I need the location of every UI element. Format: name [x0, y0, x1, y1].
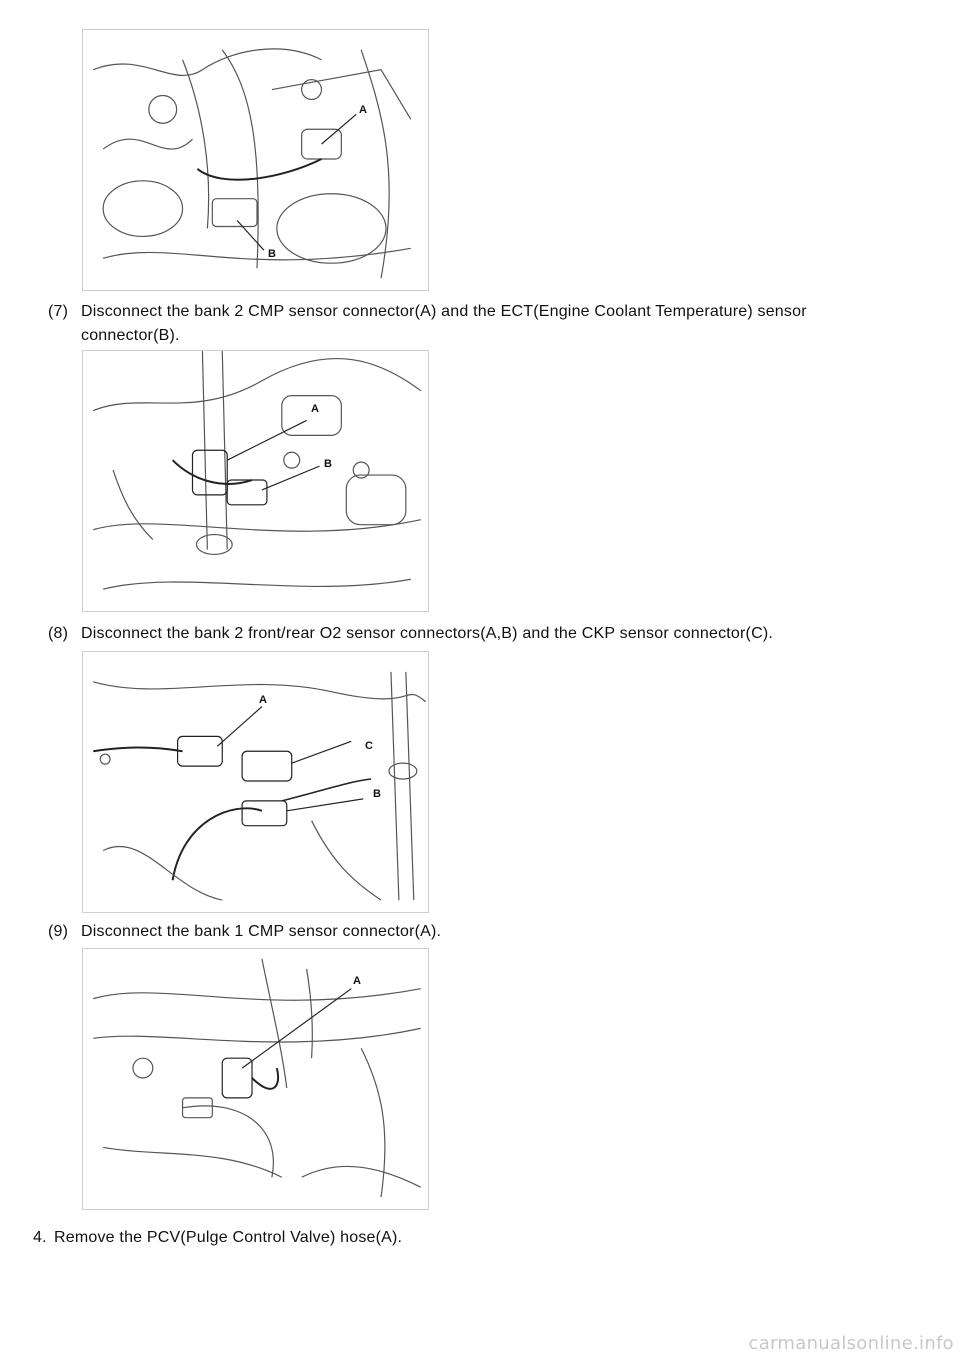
- figure-2-engine-illustration: [82, 350, 429, 612]
- figure-label-a: A: [359, 104, 367, 116]
- step-number: 4.: [33, 1229, 47, 1246]
- step-4: [33, 1226, 853, 1250]
- figure-label-b: B: [373, 788, 381, 800]
- step-7: [48, 300, 868, 348]
- step-text: Disconnect the bank 2 CMP sensor connector(A) and the ECT(Engine Coolant Temperature) sensor connector(B).: [81, 303, 807, 344]
- step-text: Disconnect the bank 1 CMP sensor connector(A).: [81, 923, 442, 940]
- figure-label-c: C: [365, 740, 373, 752]
- step-number: (8): [48, 625, 69, 642]
- step-text: Remove the PCV(Pulge Control Valve) hose(A).: [54, 1229, 403, 1246]
- step-number: (7): [48, 303, 69, 320]
- figure-3-engine-illustration: [82, 651, 429, 913]
- figure-4-engine-illustration: [82, 948, 429, 1210]
- figure-label-a: A: [311, 403, 319, 415]
- step-text: Disconnect the bank 2 front/rear O2 sensor connectors(A,B) and the CKP sensor connector(C).: [81, 625, 774, 642]
- step-9: [48, 920, 868, 944]
- watermark-text: carmanualsonline.info: [748, 1333, 954, 1354]
- step-number: (9): [48, 923, 69, 940]
- figure-1-engine-illustration: [82, 29, 429, 291]
- figure-label-b: B: [268, 248, 276, 260]
- figure-label-a: A: [259, 694, 267, 706]
- step-8: [48, 622, 868, 646]
- figure-label-b: B: [324, 458, 332, 470]
- figure-label-a: A: [353, 975, 361, 987]
